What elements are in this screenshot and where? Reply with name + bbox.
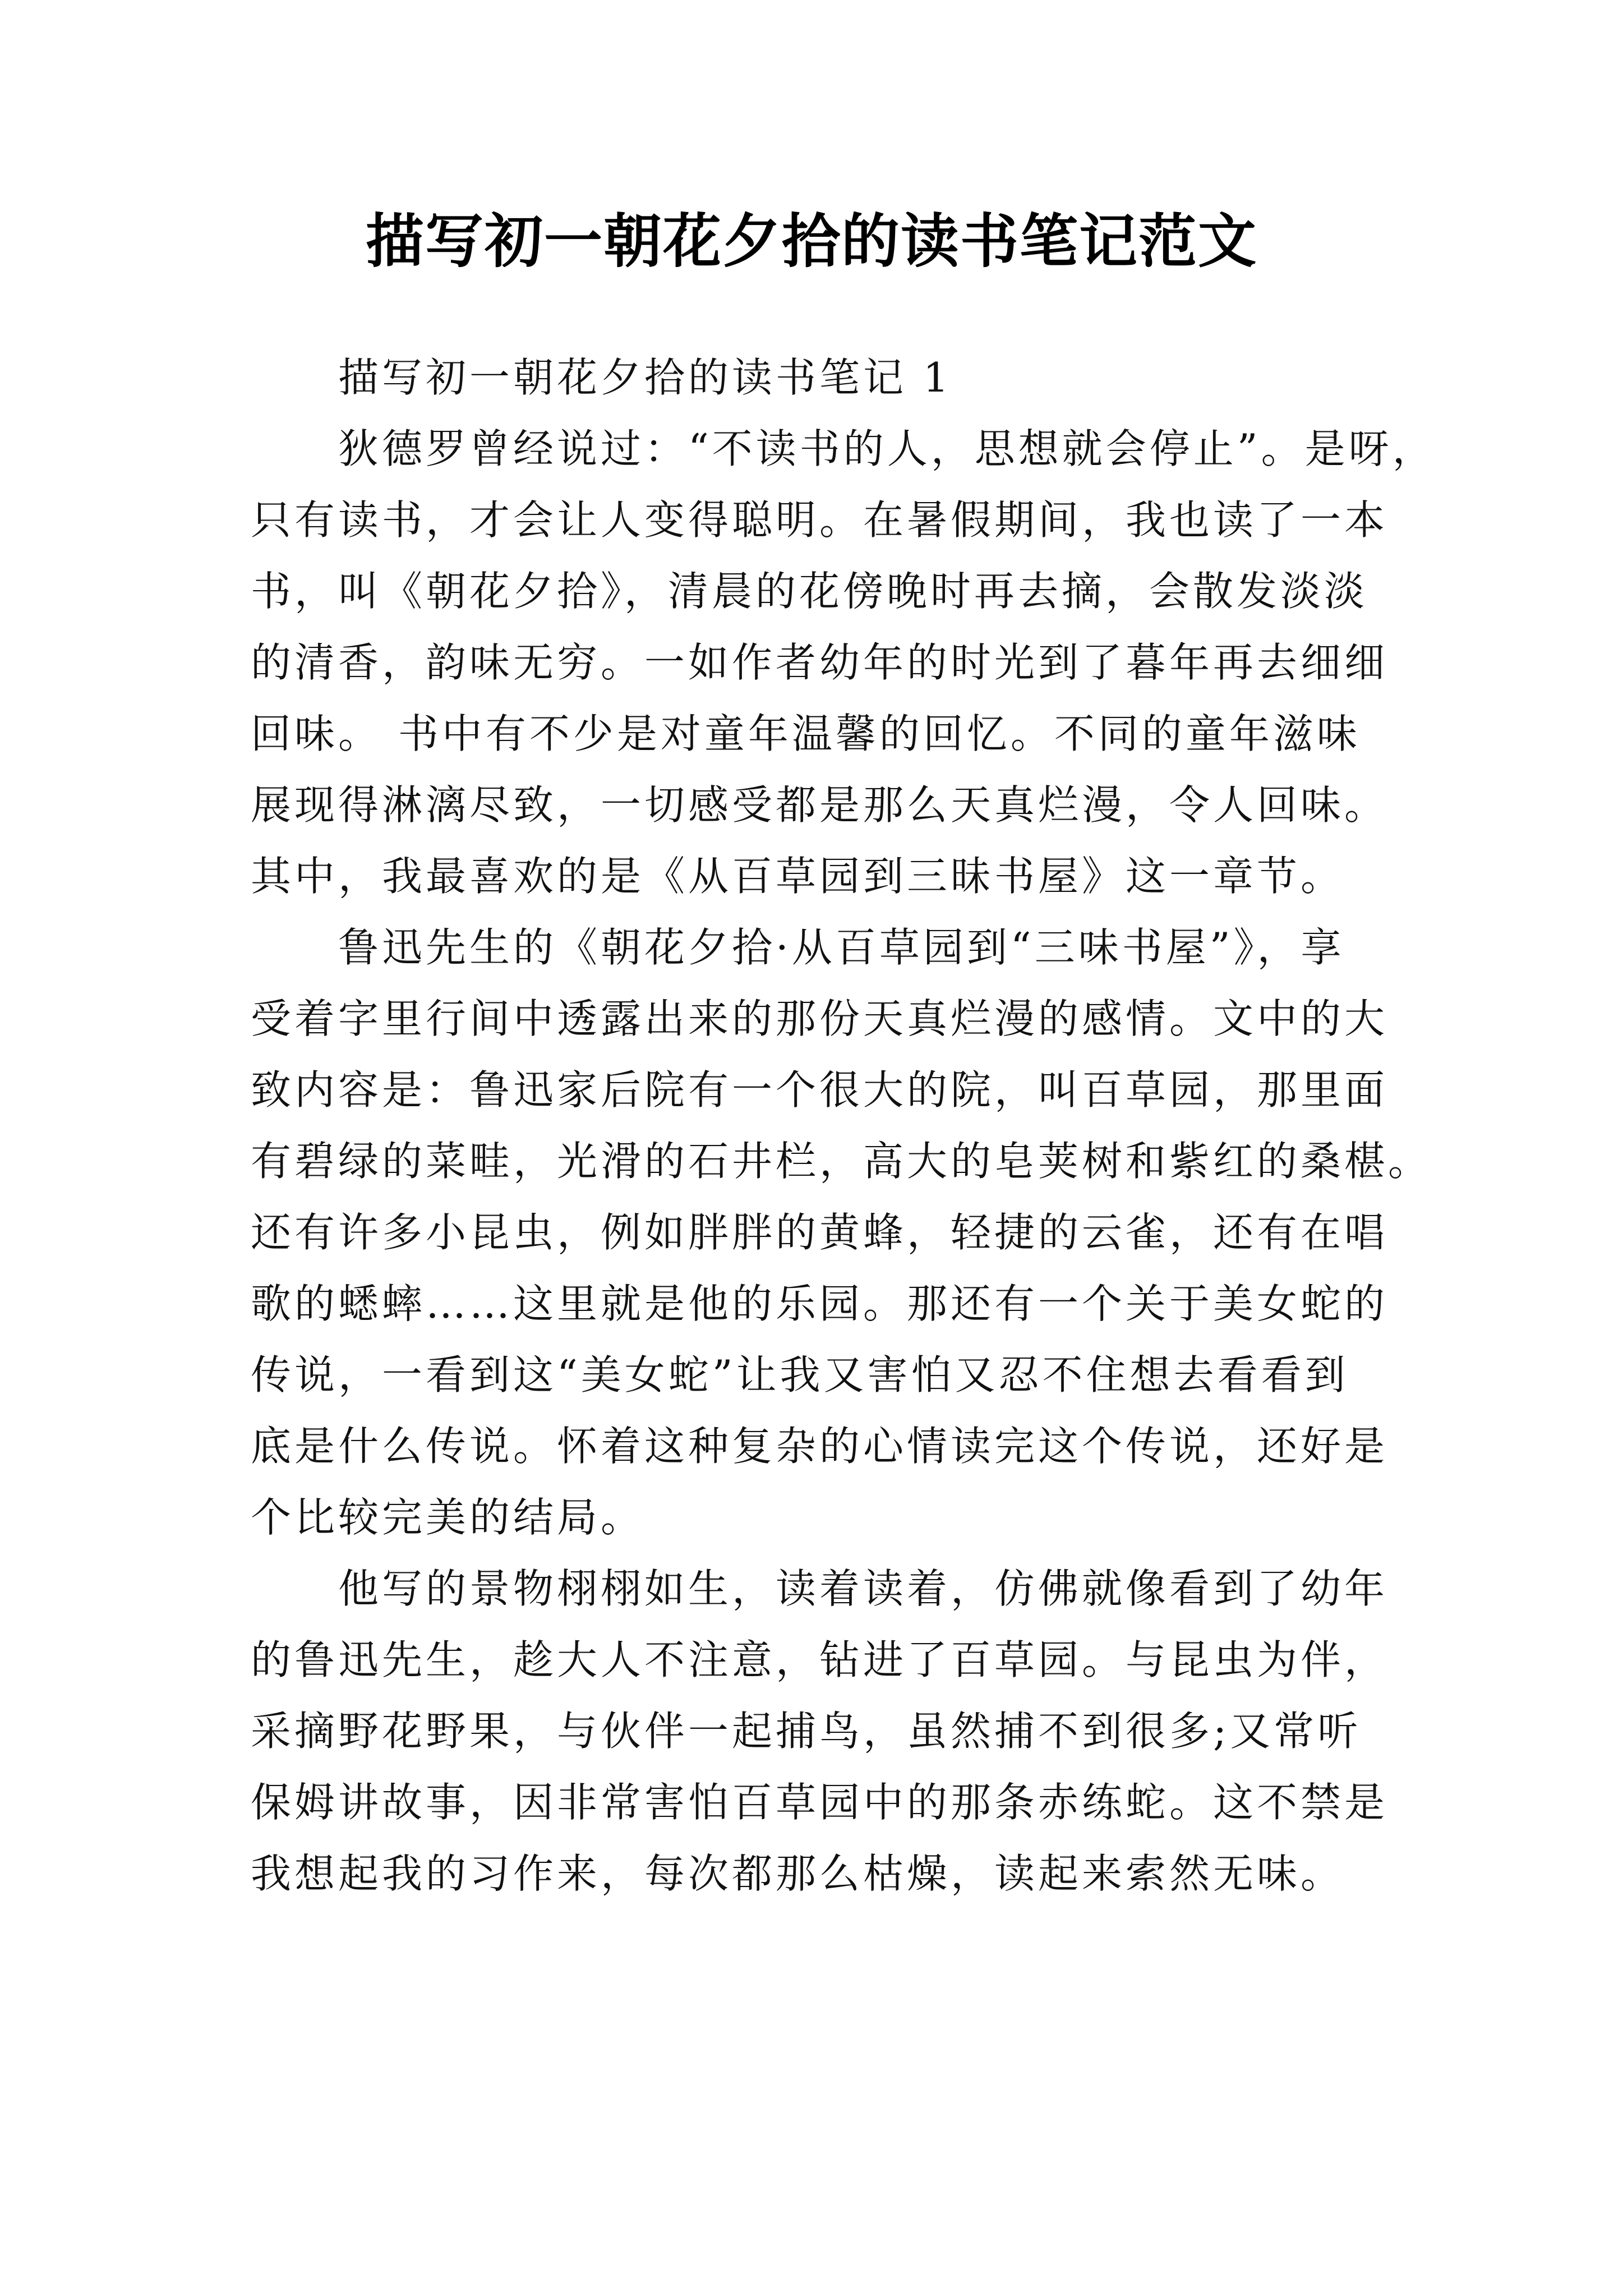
paragraph-line: 书，叫《朝花夕拾》，清晨的花傍晚时再去摘，会散发淡淡 <box>251 568 1368 615</box>
paragraph-line: 我想起我的习作来，每次都那么枯燥，读起来索然无味。 <box>251 1850 1345 1897</box>
document-title: 描写初一朝花夕拾的读书笔记范文 <box>365 206 1257 275</box>
paragraph-line: 他写的景物栩栩如生，读着读着，仿佛就像看到了幼年 <box>338 1565 1389 1612</box>
paragraph-line: 其中，我最喜欢的是《从百草园到三昧书屋》这一章节。 <box>251 853 1345 900</box>
paragraph-line: 受着字里行间中透露出来的那份天真烂漫的感情。文中的大 <box>251 995 1389 1042</box>
paragraph-line: 底是什么传说。怀着这种复杂的心情读完这个传说，还好是 <box>251 1423 1389 1470</box>
paragraph-line: 回味。 书中有不少是对童年温馨的回忆。不同的童年滋味 <box>251 710 1361 757</box>
paragraph-line: 只有读书，才会让人变得聪明。在暑假期间，我也读了一本 <box>251 496 1389 544</box>
paragraph-line: 还有许多小昆虫，例如胖胖的黄蜂，轻捷的云雀，还有在唱 <box>251 1209 1389 1256</box>
document-body <box>251 342 1436 1910</box>
paragraph-line: 鲁迅先生的《朝花夕拾·从百草园到“三味书屋”》，享 <box>338 924 1345 971</box>
paragraph-line: 的清香，韵味无穷。一如作者幼年的时光到了暮年再去细细 <box>251 639 1389 686</box>
paragraph-line: 有碧绿的菜畦，光滑的石井栏，高大的皂荚树和紫红的桑椹。 <box>251 1138 1432 1185</box>
paragraph-line: 传说，一看到这“美女蛇”让我又害怕又忍不住想去看看到 <box>251 1351 1349 1398</box>
paragraph-line: 歌的蟋蟀……这里就是他的乐园。那还有一个关于美女蛇的 <box>251 1280 1389 1327</box>
paragraph-line: 狄德罗曾经说过：“不读书的人，思想就会停止”。是呀， <box>338 425 1436 472</box>
paragraph-line: 保姆讲故事，因非常害怕百草园中的那条赤练蛇。这不禁是 <box>251 1779 1389 1826</box>
section-heading: 描写初一朝花夕拾的读书笔记 1 <box>338 354 952 401</box>
paragraph-line: 个比较完美的结局。 <box>251 1494 645 1541</box>
paragraph-line: 采摘野花野果，与伙伴一起捕鸟，虽然捕不到很多;又常听 <box>251 1708 1362 1755</box>
paragraph-line: 的鲁迅先生，趁大人不注意，钻进了百草园。与昆虫为伴， <box>251 1636 1389 1683</box>
paragraph-line: 展现得淋漓尽致，一切感受都是那么天真烂漫，令人回味。 <box>251 781 1389 829</box>
paragraph-line: 致内容是：鲁迅家后院有一个很大的院，叫百草园，那里面 <box>251 1066 1389 1114</box>
